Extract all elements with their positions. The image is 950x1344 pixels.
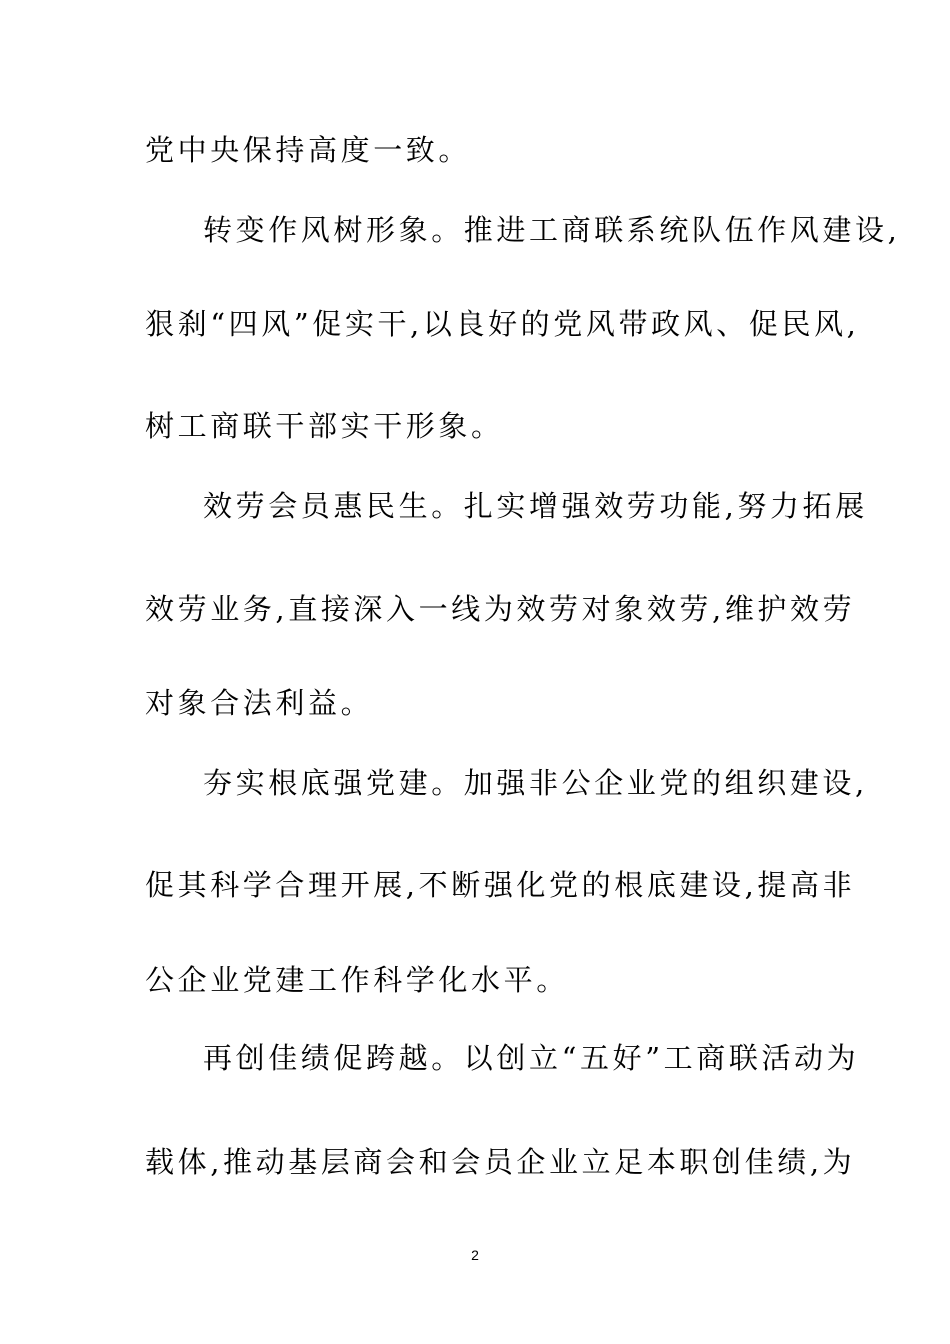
paragraph-first-line: 效劳会员惠民生。扎实增强效劳功能,努力拓展 — [203, 489, 868, 523]
text-line: 党中央保持高度一致。 — [145, 133, 472, 167]
text-line: 公企业党建工作科学化水平。 — [145, 963, 569, 997]
text-line: 效劳业务,直接深入一线为效劳对象效劳,维护效劳 — [145, 592, 856, 626]
paragraph-first-line: 夯实根底强党建。加强非公企业党的组织建设, — [203, 766, 868, 800]
paragraph-first-line: 再创佳绩促跨越。以创立“五好”工商联活动为 — [203, 1041, 860, 1075]
text-line: 树工商联干部实干形象。 — [145, 409, 504, 443]
paragraph-first-line: 转变作风树形象。推进工商联系统队伍作风建设, — [203, 213, 901, 247]
text-line: 促其科学合理开展,不断强化党的根底建设,提高非 — [145, 868, 856, 902]
text-line: 载体,推动基层商会和会员企业立足本职创佳绩,为 — [145, 1145, 856, 1179]
text-line: 狠刹“四风”促实干,以良好的党风带政风、促民风, — [145, 307, 860, 341]
page-number: 2 — [471, 1247, 479, 1263]
text-line: 对象合法利益。 — [145, 686, 374, 720]
